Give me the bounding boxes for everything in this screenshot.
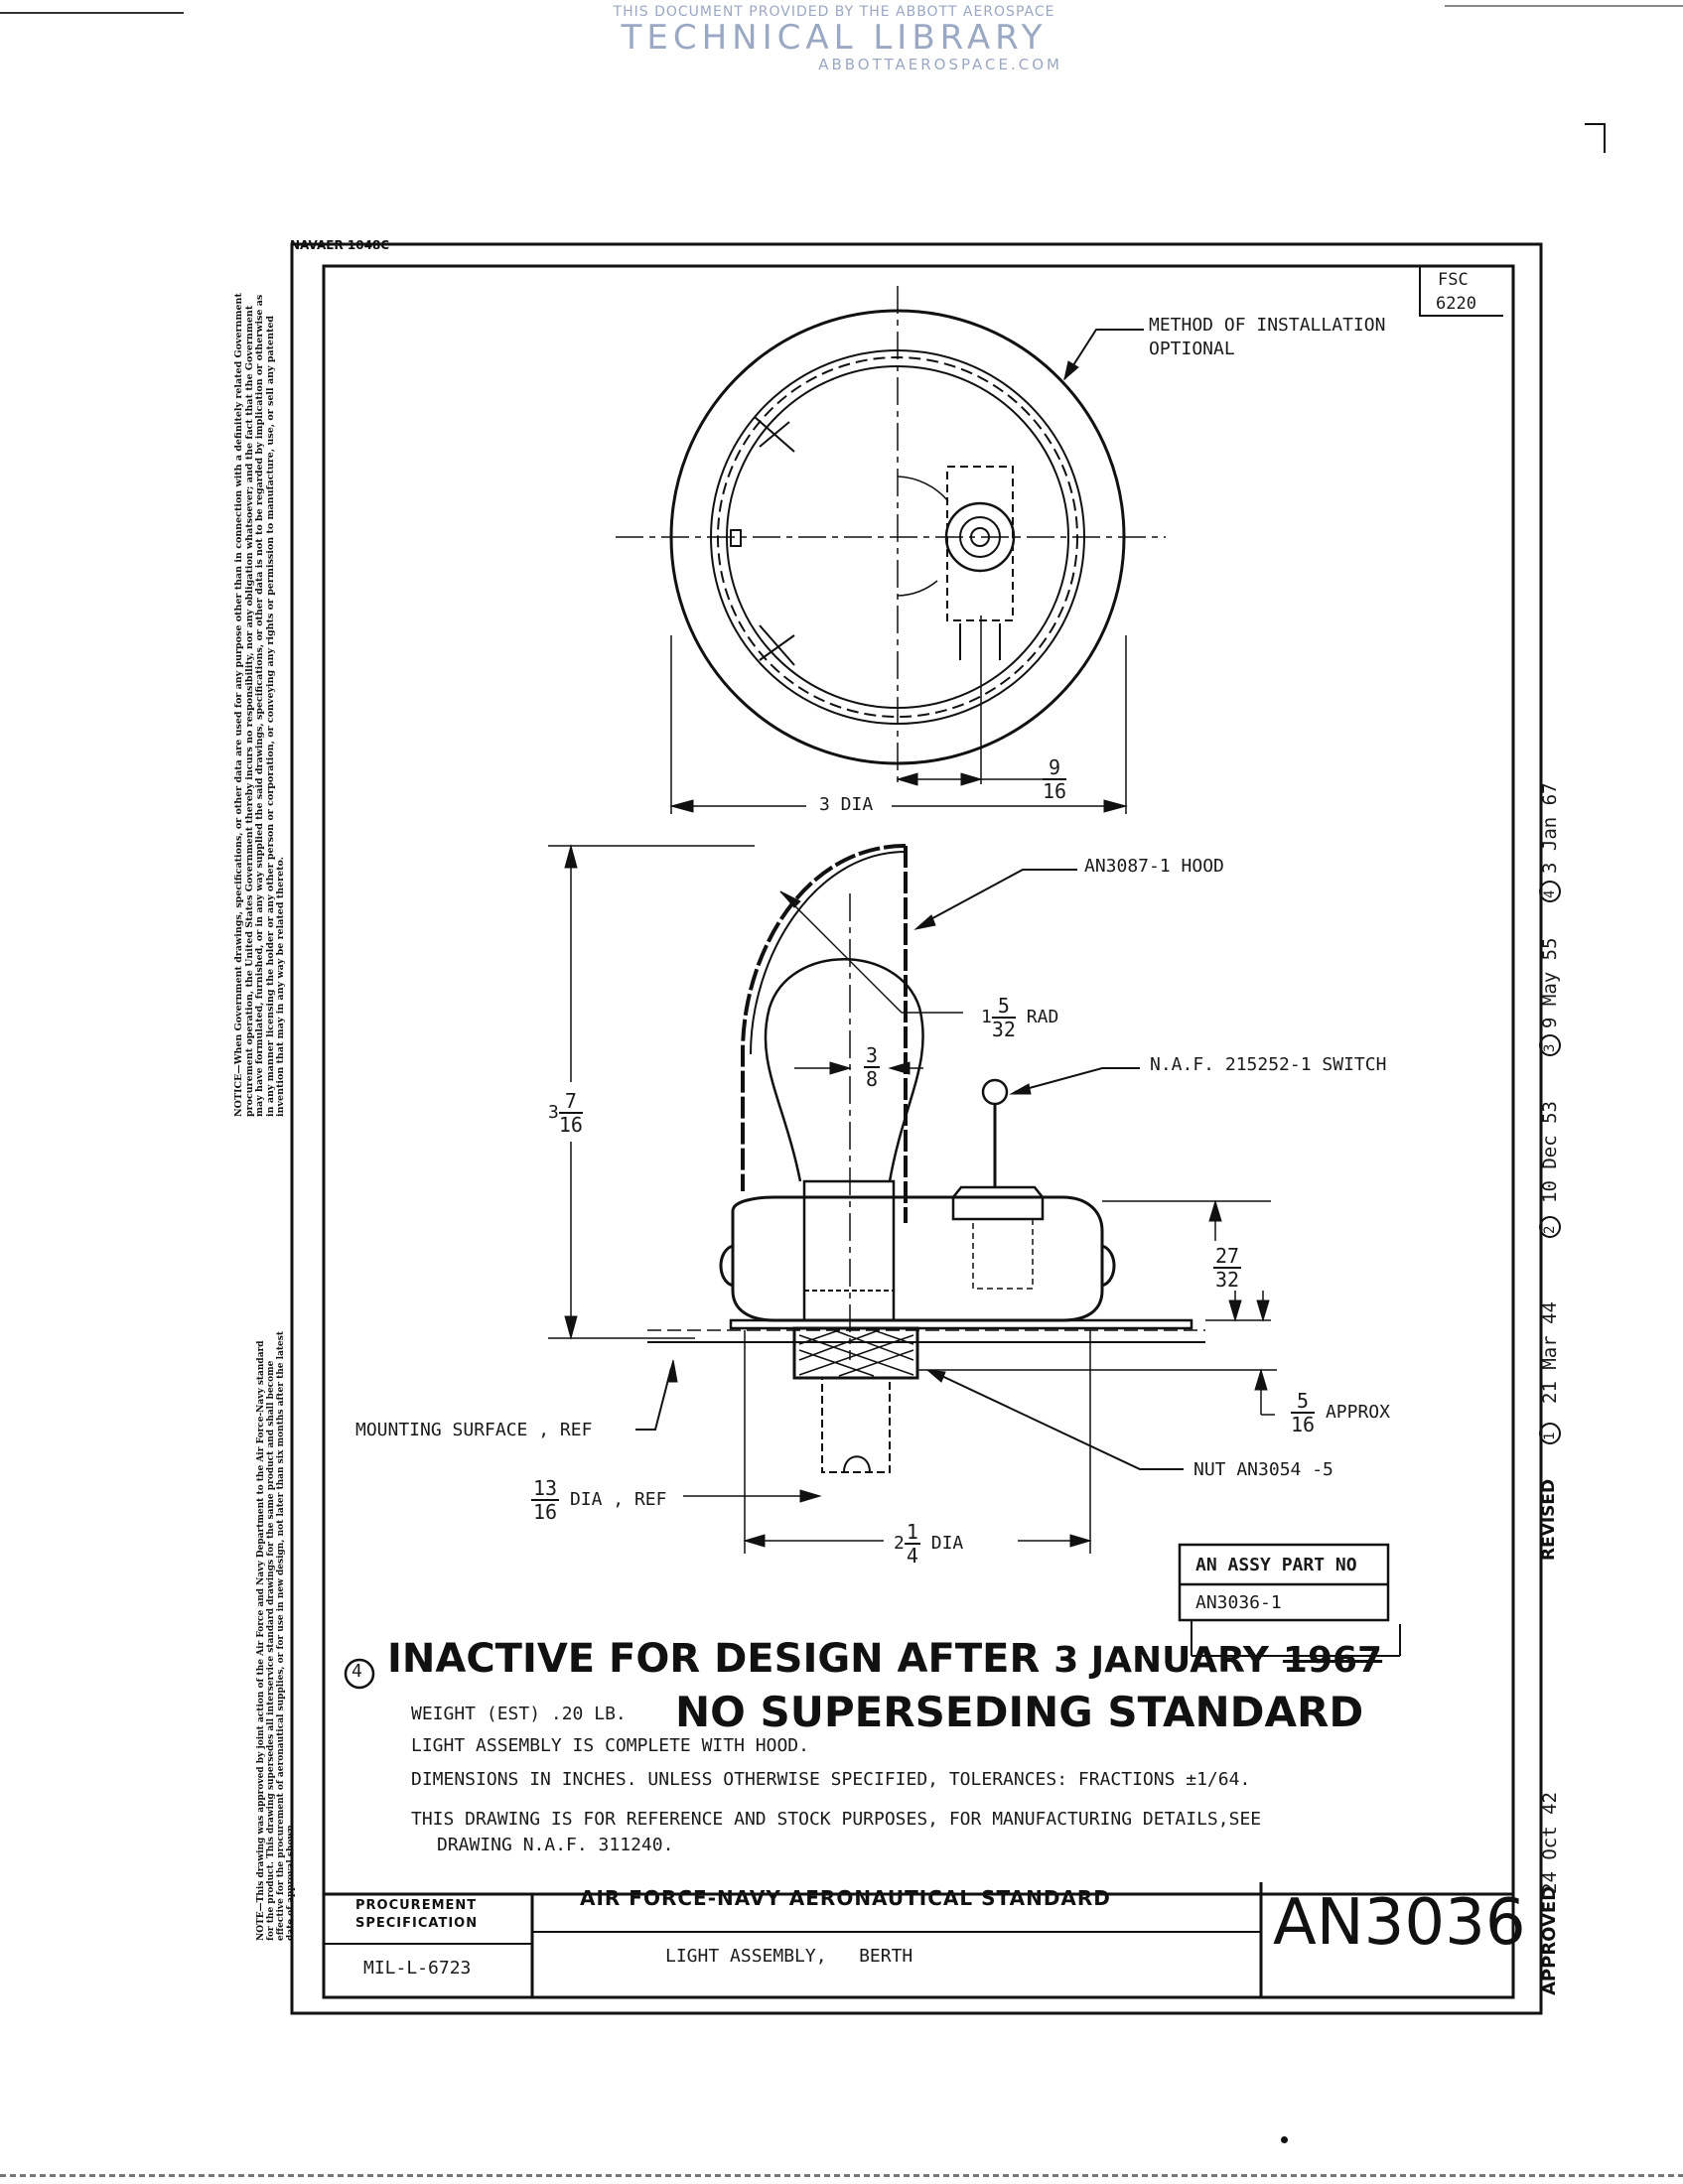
rev4-marker: 4: [1542, 889, 1558, 898]
dia-2-den: 4: [906, 1544, 918, 1568]
rad-den: 32: [991, 1018, 1016, 1041]
height-whole: 3: [548, 1102, 559, 1123]
header-line-2: TECHNICAL LIBRARY: [621, 18, 1048, 58]
rad-label: RAD: [1026, 1007, 1059, 1027]
approx-label: APPROX: [1325, 1402, 1390, 1423]
notice-text: NOTICE—When Government drawings, specifications, or other data are used for any purpose other than in connection with a definitely related Government procurement operation, the United States Government thereby incurs no responsibility, nor any obligation whatsoever; and the fact that the Government may have formulated, furnished, or in any way supplied the said drawings, specifications, or other data is not to be regarded by implication or otherwise as in any manner licensing the holder or any other person or corporation, or conveying any rights or permission to manufacture, use, or sell any patented invention that may in any way be related thereto.: [233, 293, 286, 1117]
inactive-notice: [387, 1636, 1382, 1682]
dia-13-16: [531, 1477, 666, 1523]
note-weight: WEIGHT (EST) .20 LB.: [411, 1704, 627, 1724]
approx-den: 16: [1291, 1413, 1316, 1436]
part-table-value: AN3036-1: [1195, 1592, 1282, 1613]
switch-callout: N.A.F. 215252-1 SWITCH: [1150, 1054, 1387, 1075]
rev3-marker: 3: [1542, 1043, 1558, 1052]
hood-callout: AN3087-1 HOOD: [1084, 856, 1224, 877]
revised-label: REVISED: [1539, 1478, 1559, 1561]
nut-callout: NUT AN3054 -5: [1193, 1459, 1333, 1480]
fsc-label: FSC: [1438, 270, 1469, 290]
dim-9-16-den: 16: [1043, 779, 1067, 803]
rev2-date: 10 Dec 53: [1539, 1101, 1561, 1203]
dim-3-8-den: 8: [866, 1067, 879, 1091]
procurement-label-2: SPECIFICATION: [355, 1916, 479, 1931]
dim-3-8: [864, 1044, 880, 1090]
note-reference-2: DRAWING N.A.F. 311240.: [437, 1835, 674, 1855]
fsc-value: 6220: [1436, 294, 1476, 314]
dim-27-32: [1213, 1245, 1241, 1291]
inactive-text: INACTIVE FOR DESIGN AFTER: [387, 1636, 1041, 1682]
height-dim: [548, 1090, 583, 1136]
approval-note: NOTE—This drawing was approved by joint action of the Air Force and Navy Department to the Air Force-Navy standard for the product. This drawing supersedes all interservice standard drawings for the same product and shall become effective for the procurement of aeronautical supplies, or for use in new design, not later than six months after the latest date of approval shown.: [256, 1330, 296, 1941]
procurement-label-1: PROCUREMENT: [355, 1898, 478, 1913]
note-dimensions: DIMENSIONS IN INCHES. UNLESS OTHERWISE SPECIFIED, TOLERANCES: FRACTIONS ±1/64.: [411, 1769, 1251, 1790]
rev3-date: 9 May 55: [1539, 937, 1561, 1028]
rev4-date: 3 Jan 67: [1539, 782, 1561, 874]
no-superseding: NO SUPERSEDING STANDARD: [675, 1688, 1364, 1736]
height-num: 7: [559, 1090, 583, 1114]
dia-2-num: 1: [906, 1520, 918, 1544]
header-line-3: ABBOTTAEROSPACE.COM: [818, 56, 1062, 73]
installation-callout-2: OPTIONAL: [1149, 339, 1235, 359]
standard-name: AIR FORCE-NAVY AERONAUTICAL STANDARD: [580, 1886, 1111, 1910]
dia-13-16-den: 16: [533, 1500, 558, 1524]
inactive-struck-year: 1967: [1282, 1640, 1383, 1681]
dia-13-16-num: 13: [533, 1476, 558, 1500]
dim-27-32-den: 32: [1215, 1268, 1240, 1292]
note-reference-1: THIS DRAWING IS FOR REFERENCE AND STOCK PURPOSES, FOR MANUFACTURING DETAILS,SEE: [411, 1809, 1262, 1830]
dim-9-16-num: 9: [1043, 756, 1066, 780]
rev1-date: 21 Mar 44: [1539, 1301, 1561, 1404]
dia-2-1-4: [894, 1521, 963, 1567]
drawing-number: AN3036: [1273, 1886, 1526, 1960]
inactive-date: 3 JANUARY: [1053, 1640, 1269, 1681]
scan-dot: [1281, 2136, 1288, 2143]
scan-edge: [0, 2174, 1683, 2177]
dia-3-label: 3 DIA: [819, 794, 874, 815]
installation-callout-1: METHOD OF INSTALLATION: [1149, 315, 1386, 336]
rad-whole: 1: [981, 1007, 992, 1027]
part-table-header: AN ASSY PART NO: [1195, 1555, 1357, 1575]
rev1-marker: 1: [1542, 1432, 1558, 1440]
height-den: 16: [558, 1113, 583, 1137]
approx-dim: [1291, 1390, 1390, 1435]
dim-9-16: [1043, 756, 1066, 802]
note-assembly: LIGHT ASSEMBLY IS COMPLETE WITH HOOD.: [411, 1735, 809, 1756]
header-line-1: THIS DOCUMENT PROVIDED BY THE ABBOTT AEROSPACE: [613, 4, 1055, 20]
form-number: NAVAER 1048C: [290, 238, 390, 252]
dim-27-32-num: 27: [1215, 1244, 1240, 1268]
drawing-title: LIGHT ASSEMBLY, BERTH: [665, 1946, 913, 1967]
rev2-marker: 2: [1542, 1225, 1558, 1234]
dim-3-8-num: 3: [866, 1043, 879, 1067]
rad-num: 5: [992, 995, 1016, 1019]
rad-callout: [981, 995, 1058, 1040]
procurement-value: MIL-L-6723: [363, 1958, 472, 1979]
approved-date: 24 Oct 42: [1539, 1792, 1561, 1894]
inactive-marker: 4: [351, 1661, 362, 1682]
approx-num: 5: [1291, 1390, 1315, 1414]
approved-label: APPROVED: [1539, 1885, 1560, 1995]
dia-2-whole: 2: [894, 1533, 905, 1554]
mounting-callout: MOUNTING SURFACE , REF: [355, 1420, 593, 1440]
dia-2-label: DIA: [930, 1533, 964, 1554]
top-view: [616, 286, 1166, 814]
side-view: [548, 846, 1277, 1554]
dia-13-16-label: DIA , REF: [569, 1489, 667, 1510]
